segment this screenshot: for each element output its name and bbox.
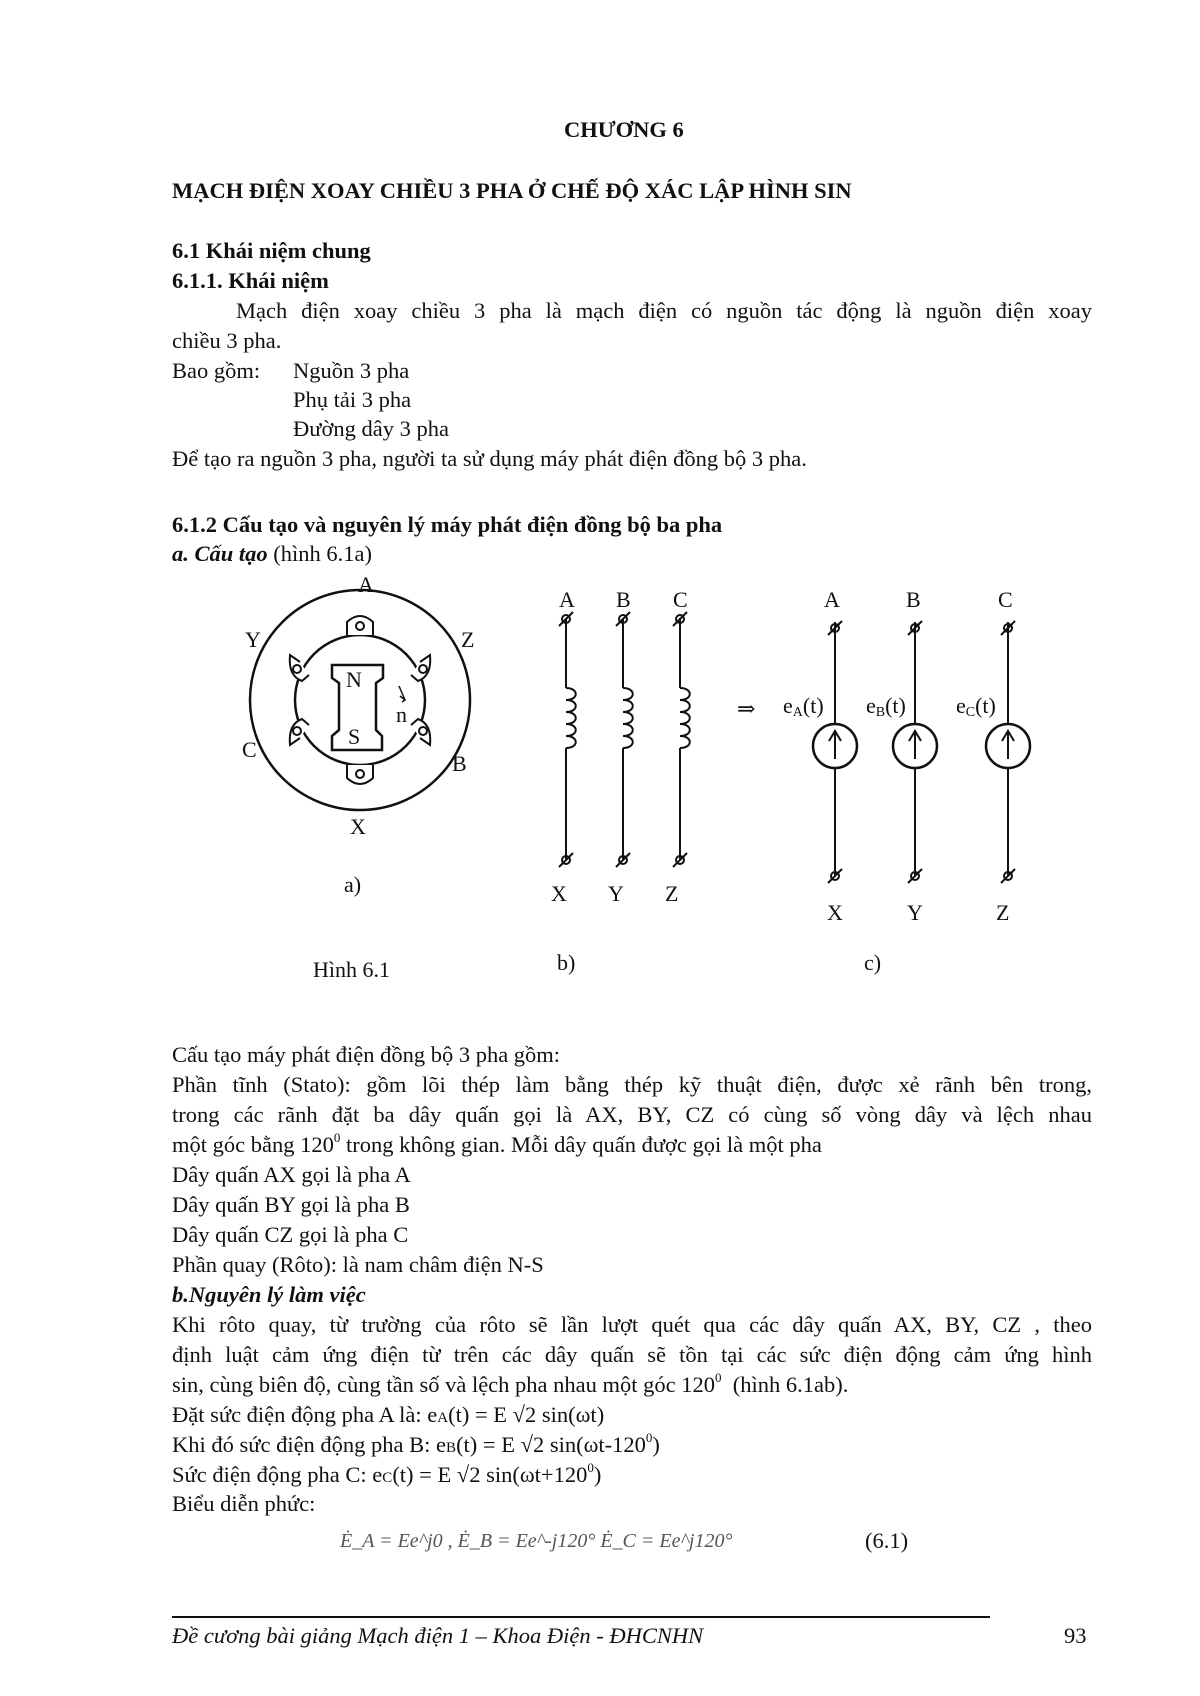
windings-diagram (551, 587, 755, 975)
generator-diagram (242, 572, 474, 982)
winding-bottom-label: X (551, 881, 567, 906)
caption-b: b) (557, 950, 576, 975)
winding-phase-b: Dây quấn BY gọi là pha B (172, 1192, 410, 1217)
rotor-description: Phần quay (Rôto): là nam châm điện N-S (172, 1252, 544, 1277)
emf-label-b: eB(t) (866, 693, 906, 720)
emf-phase-b: Khi đó sức điện động pha B: eB(t) = E √2 $\sin(\omega t-120^0)$ (172, 1430, 660, 1457)
winding-top-label: C (673, 587, 688, 612)
winding-bottom-label: Y (608, 881, 624, 906)
source-top-label: B (906, 587, 921, 612)
section-6-1-heading: 6.1 Khái niệm chung (172, 238, 371, 263)
structure-ref: (hình 6.1a) (267, 541, 373, 566)
source-bottom-label: Z (996, 900, 1010, 925)
section-6-1-1-heading: 6.1.1. Khái niệm (172, 268, 329, 293)
sources-diagram (783, 587, 1030, 975)
source-bottom-label: Y (907, 900, 923, 925)
emf-label-a: eA(t) (783, 693, 824, 720)
source-bottom-label: X (827, 900, 843, 925)
source-paragraph: Để tạo ra nguồn 3 pha, người ta sử dụng máy phát điện đồng bộ 3 pha. (172, 446, 807, 471)
concept-line-1: Mạch điện xoay chiều 3 pha là mạch điện có nguồn tác động là nguồn điện xoay (236, 298, 1092, 323)
chapter-title: MẠCH ĐIỆN XOAY CHIỀU 3 PHA Ở CHẾ ĐỘ XÁC LẬP HÌNH SIN (172, 178, 852, 203)
caption-c: c) (864, 950, 882, 975)
principle-line-1: Khi rôto quay, từ trường của rôto sẽ lần lượt quét qua các dây quấn AX, BY, CZ , theo (172, 1312, 1092, 1337)
principle-line-2: định luật cảm ứng điện từ trên các dây quấn sẽ tồn tại các sức điện động cảm ứng hình (172, 1342, 1092, 1367)
structure-intro: Cấu tạo máy phát điện đồng bộ 3 pha gồm: (172, 1042, 561, 1067)
winding-bottom-label: Z (665, 881, 679, 906)
page-number: 93 (1064, 1623, 1087, 1648)
principle-heading: b.Nguyên lý làm việc (172, 1282, 366, 1307)
terminal-label: B (452, 751, 467, 776)
section-6-1-2-heading: 6.1.2 Cấu tạo và nguyên lý máy phát điện đồng bộ ba pha (172, 512, 723, 537)
includes-item: Nguồn 3 pha (293, 358, 410, 383)
terminal-label: Y (245, 627, 261, 652)
stator-line-3: một góc bằng $120^0$ trong không gian. Mỗi dây quấn được gọi là một pha (172, 1130, 822, 1157)
terminal-label: Z (461, 627, 475, 652)
emf-label-c: eC(t) (956, 693, 996, 720)
equation-number: (6.1) (865, 1528, 909, 1553)
figure-title: Hình 6.1 (313, 957, 390, 982)
rotor-speed: n (396, 702, 407, 727)
chapter-number: CHƯƠNG 6 (564, 117, 684, 142)
emf-phase-a: Đặt sức điện động pha A là: eA(t) = E √2 sin(ωt) (172, 1402, 605, 1427)
includes-item: Đường dây 3 pha (293, 416, 449, 441)
principle-line-3: sin, cùng biên độ, cùng tần số và lệch pha nhau một góc $120^0$ (hình 6.1ab). (172, 1370, 849, 1397)
footer-text: Đề cương bài giảng Mạch điện 1 – Khoa Điện - ĐHCNHN (172, 1623, 704, 1648)
equivalence-arrow: ⇒ (737, 696, 756, 721)
winding-phase-c: Dây quấn CZ gọi là pha C (172, 1222, 409, 1247)
complex-label: Biểu diễn phức: (172, 1491, 316, 1516)
rotor-south: S (348, 724, 361, 749)
source-top-label: A (824, 587, 840, 612)
terminal-label: A (358, 572, 374, 597)
emf-phase-c: Sức điện động pha C: eC(t) = E √2 $\sin(\omega t+120^0)$ (172, 1460, 602, 1487)
includes-label: Bao gồm: (172, 358, 261, 383)
complex-equation: Ė_A = Ee^j0 , Ė_B = Ee^-j120° Ė_C = Ee^j120° (340, 1530, 733, 1552)
winding-top-label: A (559, 587, 575, 612)
rotor-north: N (346, 667, 362, 692)
source-top-label: C (998, 587, 1013, 612)
winding-phase-a: Dây quấn AX gọi là pha A (172, 1162, 411, 1187)
stator-line-1: Phần tĩnh (Stato): gồm lõi thép làm bằng thép kỹ thuật điện, được xẻ rãnh bên trong, (172, 1072, 1092, 1097)
footer-rule (172, 1616, 990, 1618)
structure-label: a. Cấu tạo (172, 541, 268, 566)
terminal-label: C (242, 737, 257, 762)
terminal-label: X (350, 814, 366, 839)
winding-top-label: B (616, 587, 631, 612)
includes-item: Phụ tải 3 pha (293, 387, 412, 412)
concept-line-2: chiều 3 pha. (172, 328, 282, 353)
stator-line-2: trong các rãnh đặt ba dây quấn gọi là AX, BY, CZ có cùng số vòng dây và lệch nhau (172, 1102, 1092, 1127)
caption-a: a) (344, 872, 362, 897)
